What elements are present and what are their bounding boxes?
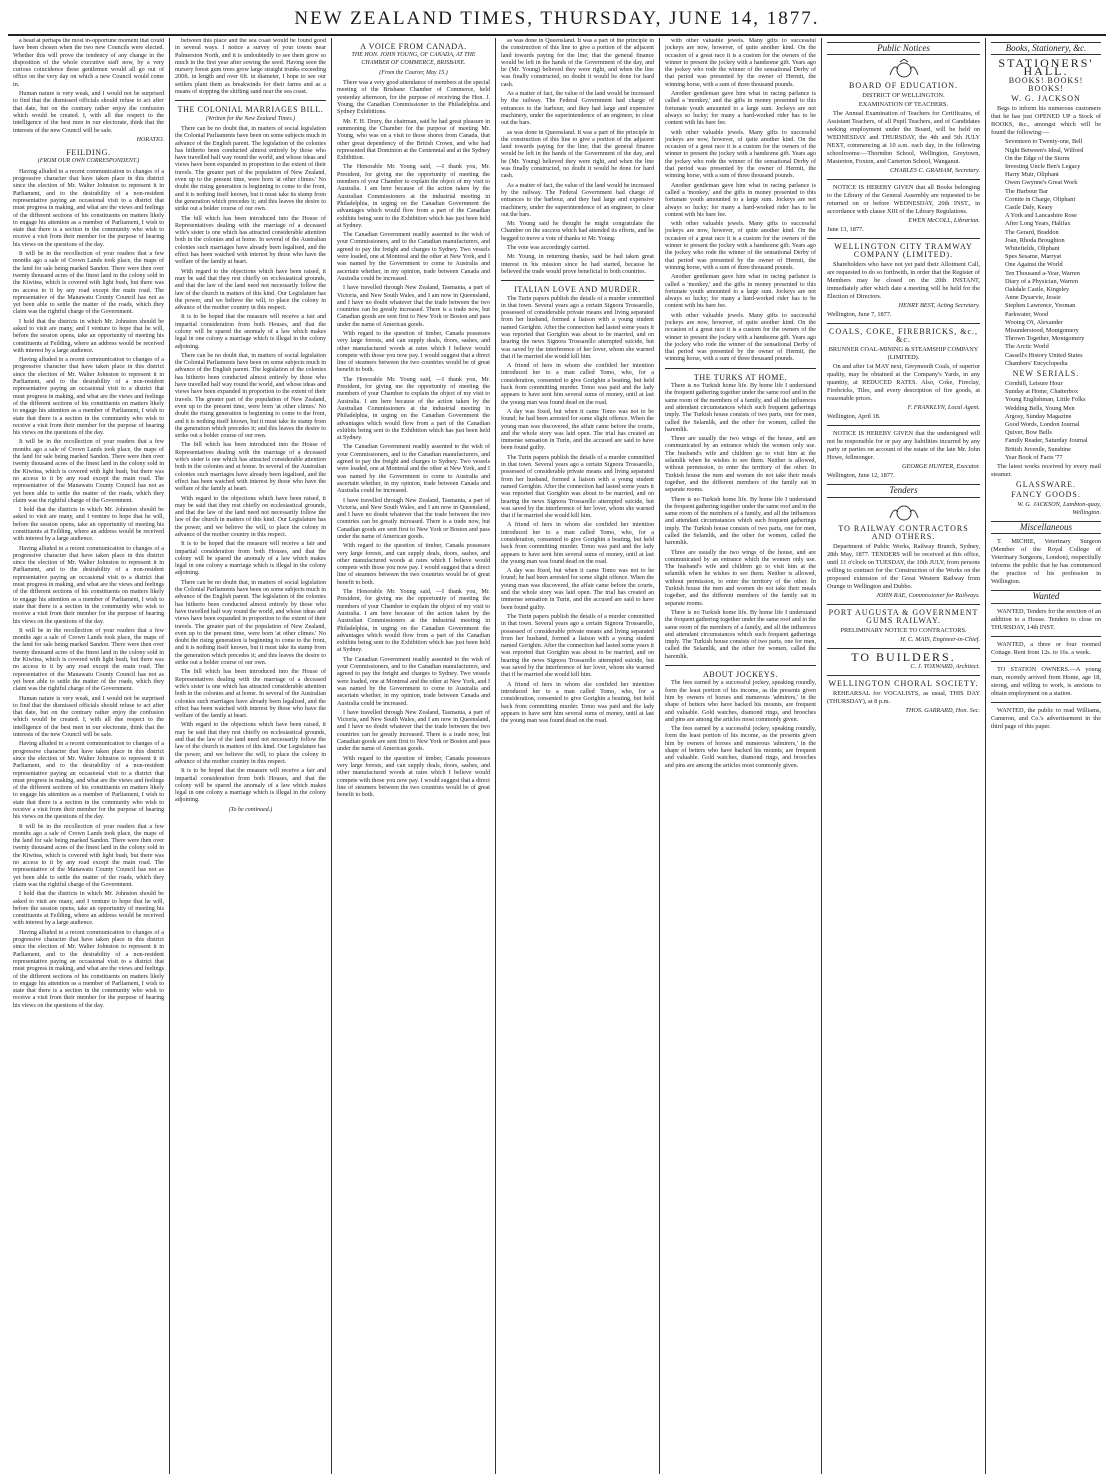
ad-body: Shareholders who have not yet paid their Allotment Call, are requested to do so forthwith, in order that the Register of Members may be closed on the 20th INSTANT, immediately after which date a meeting will be held for the Election of Directors.	[827, 261, 980, 301]
ad-date: Wellington, June 12, 1877.	[827, 472, 895, 480]
ad-line: DISTRICT OF WELLINGTON.	[862, 92, 945, 100]
ad-body: T. MICHIE, Veterinary Surgeon (Member of the Royal College of Veterinary Surgeons, London), respectfully informs the public that he has commenced the practice of his profession in Wellington.	[991, 538, 1101, 586]
ad-library-notice	[827, 184, 980, 234]
article-paragraph: The Canadian Government readily assented to the wish of your Commissioners, and to the Canadian manufacturers, and agreed to pay the freight and charges to Sydney. Two vessels were loaded, one at Montreal and the other at New York, and I was named by the Government to come to Australia and ascertain whether, in my opinion, trade between Canada and Australia could be increased.	[337, 656, 490, 707]
article-paragraph: Another gentleman gave him what in racing parlance is called a 'monkey,' and the gifts in money presented to this fortunate youth amounted to a large sum. Jockeys are not always so lucky; for many a hard-worked rider has to be content with his bare fee.	[665, 274, 816, 310]
article-heading-jockeys: ABOUT JOCKEYS.	[703, 670, 778, 680]
book-list-item: Thrown Together, Montgomery	[1005, 335, 1085, 343]
section-heading-tenders: Tenders	[827, 484, 980, 497]
ad-signature: H. C. MAIS, Engineer-in-Chief.	[900, 635, 980, 643]
article-heading-italian-love: ITALIAN LOVE AND MURDER.	[514, 285, 641, 295]
book-list-item: Diary of a Physician, Warren	[1005, 277, 1078, 285]
book-list-item: Misunderstood, Montgomery	[1005, 326, 1079, 334]
ad-body: Department of Public Works, Railway Branch, Sydney, 28th May, 1877. TENDERS will be received at this office, until 11 o'clock on TUESDAY, the 10th JULY, from persons willing to contract for the Construction of the Works on the proposed extension of the Great Western Railway from Orange to Wellington and Dubbo.	[827, 542, 980, 590]
book-list-item: Cornite in Charge, Oliphant	[1005, 195, 1076, 203]
ad-line: W. G. JACKSON	[1011, 94, 1081, 104]
ad-wanted	[991, 608, 1101, 731]
ad-body: The Annual Examination of Teachers for Certificates, of Assistant Teachers, of all Pupil Teachers, and of Candidates seeking employment under the Board, will be held on WEDNESDAY and THURSDAY, the 4th and 5th JULY NEXT, commencing at 10 a.m. each day, in the following schoolrooms:—Thorndon School, Wellington, Greytown, Masterton, Foxton, and Carterton School, Wanganui.	[827, 110, 980, 166]
book-list-item: The Gerard, Braddon	[1005, 228, 1059, 236]
article-paragraph: As a matter of fact, the value of the land would be increased by the railway. The Federal Government had charge of entrances to the harbour, and they had large and expensive machinery, under the superintendence of an engineer, to clear out the bars.	[501, 91, 654, 127]
divider	[827, 425, 980, 426]
serial-list-item: Quiver, Bow Bells	[1005, 429, 1052, 437]
serial-list-item: British Juvenile, Sunshine	[1005, 445, 1071, 453]
divider	[827, 238, 980, 239]
ad-signature: EWEN McCOLL, Librarian.	[908, 217, 980, 225]
article-paragraph: A friend of hers in whom she confided her intention introduced her to a man called Tomo, who, for a consideration, consented to give Gorighin a beating, but held back from committing murder. Tomo was paid and the lady appears to have sent him several sums of money, until at last the young man was found dead on the road.	[501, 363, 654, 406]
column-4	[496, 38, 660, 1474]
ad-signature: W. G. JACKSON, Lambton-quay, Wellington.	[1017, 501, 1101, 517]
article-paragraph: With regard to the question of timber, Canada possesses very large forests, and can supply deals, doors, sashes, and other manufactured woods at rates which I believe would compete with those you now pay. I would suggest that a direct line of steamers between the two countries would be of great benefit to both.	[337, 755, 490, 799]
masthead-rule	[8, 34, 1106, 36]
ad-title: WELLINGTON CHORAL SOCIETY.	[828, 678, 979, 688]
article-paragraph: I hold that the districts in which Mr. Johnston should be asked to visit are many, and I venture to hope that he will, before the session opens, take an opportunity of meeting his constituents at Feilding, where an address would be received with interest by a large audience.	[13, 318, 164, 354]
article-paragraph: With regard to the objections which have been raised, it may be said that they rest chiefly on ecclesiastical grounds, and that the law of the land need not necessarily follow the law of the church in matters of this kind. Our Legislature has the power, and we believe the will, to place the colony in advance of the mother country in this respect.	[175, 495, 326, 538]
article-paragraph: It is to be hoped that the measure will receive a fair and impartial consideration from both Houses, and that the colony will be spared the anomaly of a law which makes legal in one colony a marriage which is illegal in the colony adjoining.	[175, 314, 326, 350]
divider	[175, 100, 326, 101]
ad-body: NOTICE IS HEREBY GIVEN that the undersigned will not be responsible for or pay any liabilities incurred by any party or parties on account of the estate of the late Mr. John Howe, fellmonger.	[827, 430, 980, 462]
newspaper-columns	[8, 38, 1106, 1474]
article-paragraph: The Canadian Government readily assented to the wish of your Commissioners, and to the Canadian manufacturers, and agreed to pay the freight and charges to Sydney. Two vessels were loaded, one at Montreal and the other at New York, and I was named by the Government to come to Australia and ascertain whether, in my opinion, trade between Canada and Australia could be increased.	[337, 232, 490, 282]
book-list-item: Cassell's History United States	[1005, 351, 1083, 359]
article-source: (From the Courier, May 15.)	[379, 69, 448, 76]
ad-coals	[827, 328, 980, 421]
article-paragraph: Having alluded in a recent communication to changes of a progressive character that have taken place in this district since the election of Mr. Walter Johnston to represent it in Parliament, and to the desirability of a non-resident representative paying an occasional visit to a district that must progress in making, and what are the views and feelings of the different sections of his constituents on matters likely to engage his attention as a member of Parliament, I wish to state that there is a section in the community who wish to receive a visit from their member for the purpose of hearing his views on the questions of the day.	[13, 357, 164, 437]
article-paragraph: There is no Turkish home life. By home life I understand the frequent gathering together under the same roof and in the same room of the members of a family, and all the influences and attendant circumstances which such frequent gatherings imply. The Turkish house consists of two parts, one for men, called the Selamlik, and the other for women, called the haremlik.	[665, 609, 816, 660]
article-paragraph: A friend of hers in whom she confided her intention introduced her to a man called Tomo, who, for a consideration, consented to give Gorighin a beating, but held back from committing murder. Tomo was paid and the lady appears to have sent him several sums of money, until at last the young man was found dead on the road.	[501, 522, 654, 565]
article-paragraph: It is to be hoped that the measure will receive a fair and impartial consideration from both Houses, and that the colony will be spared the anomaly of a law which makes legal in one colony a marriage which is illegal in the colony adjoining.	[175, 541, 326, 577]
article-paragraph: There can be no doubt that, in matters of social legislation the Colonial Parliaments have been on some subjects much in advance of the English parent. The legislation of the colonies has hitherto been conducted almost entirely by those who have travelled half way round the world, and whose ideas and views have been expanded in proportion to the extent of their travels. The greater part of the population of New Zealand, even up to the present time, were born 'at other climes.' No doubt the rising generation is beginning to come to the front, and it is nothing itself known, but it must take its stamp from the generation which precedes it; and this leaves the desire to strike out a bolder course of our own.	[175, 579, 326, 667]
ad-line: FANCY GOODS.	[1011, 490, 1081, 500]
article-paragraph: The Turin papers publish the details of a murder committed in that town. Several years ago a certain Signora Trossarello, possessed of considerable private means and living separated from her husband, formed a liaison with a young student named Gorighin. After the connection had lasted some years it was reported that Gorighin was about to be married, and on hearing the news Signora Trossarello attempted suicide, but was saved by the interference of her lover, whom she warned that if he married she would kill him.	[501, 454, 654, 520]
book-list-item: Harry Muir, Oliphant	[1005, 171, 1059, 179]
royal-crest-icon	[886, 59, 922, 79]
article-paragraph: It will be in the recollection of your readers that a few months ago a sale of Crown Lands took place, the maps of the land for sale being marked Sandon. There were then over twenty thousand acres of the finest land in the colony sold in the Kiwitea, which is covered with light bush, but there was no access to it by any road except the main road. The representative of the Manawatu County Council has not as yet been able to settle the matter of the roads, which they claim was the rightful charge of the Government.	[13, 627, 164, 693]
article-paragraph: with other valuable jewels. Many gifts to successful jockeys are now, however, of quite another kind. On the occasion of a great race it is a custom for the owners of the winner to present the jockey with a handsome gift. Years ago the jockey who rode the winner of the sensational Derby of that period was presented by the owner of Hermit, the winning horse, with a sum of three thousand pounds.	[665, 312, 816, 363]
article-paragraph: It will be in the recollection of your readers that a few months ago a sale of Crown Lands took place, the maps of the land for sale being marked Sandon. There were then over twenty thousand acres of the finest land in the colony sold in the Kiwitea, which is covered with light bush, but there was no access to it by any road except the main road. The representative of the Manawatu County Council has not as yet been able to settle the matter of the roads, which they claim was the rightful charge of the Government.	[13, 439, 164, 504]
ad-title: PORT AUGUSTA & GOVERNMENT GUMS RAILWAY.	[828, 607, 979, 625]
book-list-item: Chambers' Encyclopedia	[1005, 359, 1068, 367]
article-paragraph: It is to be hoped that the measure will receive a fair and impartial consideration from both Houses, and that the colony will be spared the anomaly of a law which makes legal in one colony a marriage which is illegal in the colony adjoining.	[175, 768, 326, 804]
divider	[665, 368, 816, 369]
article-paragraph: It will be in the recollection of your readers that a few months ago a sale of Crown Lands took place, the maps of the land for sale being marked Sandon. There were then over twenty thousand acres of the finest land in the colony sold in the Kiwitea, which is covered with light bush, but there was no access to it by any road except the main road. The representative of the Manawatu County Council has not as yet been able to settle the matter of the roads, which they claim was the rightful charge of the Government.	[13, 251, 164, 316]
article-paragraph: Mr. F. H. Drury, the chairman, said he had great pleasure in summoning the Chamber for the purpose of meeting Mr. Young, who was on a visit to those shores from Canada, that other great dependency of the British Crown, and who had represented that Dominion at the Centennial and at the Sydney Exhibition.	[337, 118, 490, 162]
article-heading-feilding: FEILDING.	[66, 148, 111, 158]
article-paragraph: Human nature is very weak, and I would not be surprised to find that the dismissed officials should refuse to act after that date, but on the contrary rather enjoy the confusion which would be created. I, with all due respect to the intelligence of the best men in our electorate, think that the interests of the new Council will be safe.	[13, 91, 164, 134]
ad-board-of-education	[827, 59, 980, 175]
article-paragraph: The vote was accordingly carried.	[507, 245, 590, 252]
ad-signature: C. J. TOXWARD, Architect.	[910, 662, 980, 670]
article-paragraph: with other valuable jewels. Many gifts to successful jockeys are now, however, of quite another kind. On the occasion of a great race it is a custom for the owners of the winner to present the jockey with a handsome gift. Years ago the jockey who rode the winner of the sensational Derby of that period was presented by the owner of Hermit, the winning horse, with a sum of three thousand pounds.	[665, 221, 816, 271]
ad-choral-society	[827, 680, 980, 715]
article-paragraph: Having alluded in a recent communication to changes of a progressive character that have taken place in this district since the election of Mr. Walter Johnston to represent it in Parliament, and to the desirability of a non-resident representative paying an occasional visit to a district that must progress in making, and what are the views and feelings of the different sections of his constituents on matters likely to engage his attention as a member of Parliament, I wish to state that there is a section in the community who wish to receive a visit from their member for the purpose of hearing his views on the questions of the day.	[13, 545, 164, 625]
article-paragraph: between this place and the sea coast would be found good in several ways. I notice a survey of your towns near Palmerston North, and it is undoubtedly to see them grow so much in the first year after sowing the seed. Having seen the nursery forest gum trees grow large straight trunks exceeding 200ft. in length and over 6ft. in diameter, I hope to see our settlers plant them as breakwinds for their farms and as a means of stopping the shifting sand near the sea coast.	[175, 38, 326, 96]
ad-body: The latest works received by every mail steamer.	[991, 463, 1101, 479]
ad-body: WANTED, a three or four roomed Cottage. Rent from 12s. to 16s. a week.	[991, 640, 1101, 656]
article-paragraph: The bill which has been introduced into the House of Representatives dealing with the marriage of a deceased wife's sister is one which has attracted considerable attention both in the colonies and at home. In several of the Australian colonies such marriages have already been legalised, and the effect has been watched with interest by those who have the welfare of the family at heart.	[175, 442, 326, 493]
continued-note: (To be continued.)	[228, 806, 273, 813]
ad-body: REHEARSAL for VOCALISTS, as usual, THIS DAY (THURSDAY), at 8 p.m.	[827, 689, 980, 705]
article-paragraph: There can be no doubt that, in matters of social legislation the Colonial Parliaments have been on some subjects much in advance of the English parent. The legislation of the colonies has hitherto been conducted almost entirely by those who have travelled half way round the world, and whose ideas and views have been expanded in proportion to the extent of their travels. The greater part of the population of New Zealand, even up to the present time, were born 'at other climes.' No doubt the rising generation is beginning to come to the front, and it is nothing itself known, but it must take its stamp from the generation which precedes it; and this leaves the desire to strike out a bolder course of our own.	[175, 352, 326, 440]
divider	[827, 648, 980, 649]
book-list	[991, 138, 1101, 368]
ad-body: NOTICE IS HEREBY GIVEN that all Books belonging to the Library of the General Assembly are requested to be returned on or before WEDNESDAY, 20th INST., in accordance with clause XIII of the Library Regulations.	[827, 184, 980, 216]
divider	[991, 702, 1101, 703]
divider	[991, 661, 1101, 662]
article-paragraph: There is no Turkish home life. By home life I understand the frequent gathering together under the same roof and in the same room of the members of a family, and all the influences and attendant circumstances which such frequent gatherings imply. The Turkish house consists of two parts, one for men, called the Selamlik, and the other for women, called the haremlik.	[665, 496, 816, 547]
column-6	[822, 38, 986, 1474]
serial-list-item: Family Reader, Saturday Journal	[1005, 437, 1088, 445]
serial-list-item: Year Book of Facts '77	[1005, 453, 1063, 461]
divider	[827, 604, 980, 605]
article-paragraph: A friend of hers in whom she confided her intention introduced her to a man called Tomo, who, for a consideration, consented to give Gorighin a beating, but held back from committing murder. Tomo was paid and the lady appears to have sent him several sums of money, until at last the young man was found dead on the road.	[501, 681, 654, 725]
ad-date: Wellington, April 18.	[827, 413, 881, 421]
article-subheading: (FROM OUR OWN CORRESPONDENT.)	[37, 158, 140, 165]
serial-list-item: Wedding Bells, Young Men	[1005, 404, 1075, 412]
ad-signature: GEORGE HUNTER, Executor.	[902, 463, 980, 471]
book-list-item: Anne Dysarvie, Jessie	[1005, 294, 1061, 302]
divider	[827, 179, 980, 180]
article-paragraph: The fees earned by a successful jockey, speaking roundly, form the least portion of his income, as the presents given him by owners of horses and numerous 'admirers,' in the shape of betters who have backed his mounts, are frequent and valuable. Gold watches, diamond rings, and brooches and pins are among the articles most commonly given.	[665, 726, 816, 769]
ad-signature: HENRY BEST, Acting Secretary.	[898, 302, 980, 310]
ad-body: WANTED, the public to read Williams, Cameron, and Co.'s advertisement in the third page of this paper.	[991, 706, 1101, 730]
article-signature: HORATIO.	[136, 136, 164, 143]
ad-line: NEW SERIALS.	[1012, 368, 1080, 378]
article-paragraph: The bill which has been introduced into the House of Representatives dealing with the marriage of a deceased wife's sister is one which has attracted considerable attention both in the colonies and at home. In several of the Australian colonies such marriages have already been legalised, and the effect has been watched with interest by those who have the welfare of the family at heart.	[175, 215, 326, 266]
book-list-item: On the Edge of the Storm	[1005, 154, 1070, 162]
article-paragraph: Three are usually the two wings of the house, and are communicated by an entrance which the women only use. The husband's wife and children go to visit him at the selamlik when he wishes to see them. Neither is allowed, without permission, to enter the territory of the other. In Turkish house the men and women do not take their meals together, and the different members of the family eat in separate rooms.	[665, 436, 816, 494]
article-paragraph: with other valuable jewels. Many gifts to successful jockeys are now, however, of quite another kind. On the occasion of a great race it is a custom for the owners of the winner to present the jockey with a handsome gift. Years ago the jockey who rode the winner of the sensational Derby of that period was presented by the owner of Hermit, the winning horse, with a sum of three thousand pounds.	[665, 129, 816, 180]
book-list-item: A York and Lancashire Rose	[1005, 212, 1077, 220]
book-list-item: Owen Gwynne's Great Work	[1005, 179, 1078, 187]
serial-list	[991, 380, 1101, 462]
article-paragraph: With regard to the question of timber, Canada possesses very large forests, and can supply deals, doors, sashes, and other manufactured woods at rates which I believe would compete with those you now pay. I would suggest that a direct line of steamers between the two countries would be of great benefit to both.	[337, 543, 490, 586]
serial-list-item: Argosy, Sunday Magazine	[1005, 412, 1072, 420]
column-2	[170, 38, 332, 1474]
article-paragraph: With regard to the objections which have been raised, it may be said that they rest chiefly on ecclesiastical grounds, and that the law of the land need not necessarily follow the law of the church in matters of this kind. Our Legislature has the power, and we believe the will, to place the colony in advance of the mother country in this respect.	[175, 268, 326, 312]
ad-line: GLASSWARE.	[1015, 480, 1076, 490]
article-paragraph: The Turin papers publish the details of a murder committed in that town. Several years ago a certain Signora Trossarello, possessed of considerable private means and living separated from her husband, formed a liaison with a young student named Gorighin. After the connection had lasted some years it was reported that Gorighin was about to be married, and on hearing the news Signora Trossarello attempted suicide, but was saved by the interference of her lover, whom she warned that if he married she would kill him.	[501, 295, 654, 360]
section-heading-wanted: Wanted	[991, 590, 1101, 603]
column-3	[332, 38, 496, 1474]
article-paragraph: The Canadian Government readily assented to the wish of your Commissioners, and to the Canadian manufacturers, and agreed to pay the freight and charges to Sydney. Two vessels were loaded, one at Montreal and the other at New York, and I was named by the Government to come to Australia and ascertain whether, in my opinion, trade between Canada and Australia could be increased.	[337, 444, 490, 495]
article-paragraph: As a matter of fact, the value of the land would be increased by the railway. The Federal Government had charge of entrances to the harbour, and they had large and expensive machinery, under the superintendence of an engineer, to clear out the bars.	[501, 182, 654, 218]
ad-body: TO STATION OWNERS.—A young man, recently arrived from Home, age 18, strong, and willing to work, is anxious to obtain employment on a station.	[991, 665, 1101, 697]
ad-line: EXAMINATION OF TEACHERS.	[858, 101, 949, 109]
ad-date: June 13, 1877.	[827, 226, 864, 234]
book-list-item: Ten Thousand a-Year, Warren	[1005, 269, 1080, 277]
ad-body: WANTED, Tenders for the erection of an addition to a House. Tenders to close on THURSDAY, 14th INST.	[991, 607, 1101, 631]
ad-line: PRELIMINARY NOTICE TO CONTRACTORS.	[840, 626, 967, 634]
article-paragraph: With regard to the objections which have been raised, it may be said that they rest chiefly on ecclesiastical grounds, and that the law of the land need not necessarily follow the law of the church in matters of this kind. Our Legislature has the power, and we believe the will, to place the colony in advance of the mother country in this respect.	[175, 722, 326, 765]
ad-signature: THOS. GARRARD, Hon. Sec.	[905, 706, 980, 714]
article-paragraph: It will be in the recollection of your readers that a few months ago a sale of Crown Lands took place, the maps of the land for sale being marked Sandon. There were then over twenty thousand acres of the finest land in the colony sold in the Kiwitea, which is covered with light bush, but there was no access to it by any road except the main road. The representative of the Manawatu County Council has not as yet been able to settle the matter of the roads, which they claim was the rightful charge of the Government.	[13, 823, 164, 888]
book-list-item: One Against the World	[1005, 261, 1063, 269]
ad-railway-contractors	[827, 502, 980, 600]
divider	[665, 665, 816, 666]
ad-signature: F. FRANKLYN, Local Agent.	[907, 404, 980, 412]
ad-stationers-hall	[991, 56, 1101, 517]
book-list-item: Whitefields, Oliphant	[1005, 244, 1060, 252]
book-list-item: Stephen Lawrence, Yeoman	[1005, 302, 1076, 310]
article-paragraph: Having alluded in a recent communication to changes of a progressive character that have taken place in this district since the election of Mr. Walter Johnston to represent it in Parliament, and to the desirability of a non-resident representative paying an occasional visit to a district that must progress in making, and what are the views and feelings of the different sections of his constituents on matters likely to engage his attention as a member of Parliament, I wish to state that there is a section in the community who wish to receive a visit from their member for the purpose of hearing his views on the questions of the day.	[13, 168, 164, 248]
book-list-item: Joan, Rhoda Broughton	[1005, 236, 1065, 244]
article-paragraph: Having alluded in a recent communication to changes of a progressive character that have taken place in this district since the election of Mr. Walter Johnston to represent it in Parliament, and to the desirability of a non-resident representative paying an occasional visit to a district that must progress in making, and what are the views and feelings of the different sections of his constituents on matters likely to engage his attention as a member of Parliament, I wish to state that there is a section in the community who wish to receive a visit from their member for the purpose of hearing his views on the questions of the day.	[13, 929, 164, 1009]
section-heading-books: Books, Stationery, &c.	[991, 42, 1101, 55]
article-paragraph: as was done in Queensland. It was a part of the principle in the construction of this line to give a portion of the adjacent land towards paying for the line; that the general finance would be left in the hands of the Government of the day, and he (Mr. Young) believed they were right, and when the line was finally constructed, no doubt it would be done for hard cash.	[501, 129, 654, 180]
article-heading-canada: A VOICE FROM CANADA.	[360, 42, 467, 51]
ad-title: TO RAILWAY CONTRACTORS AND OTHERS.	[838, 523, 969, 541]
article-paragraph: A day was fixed, but when it came Tomo was not to be found; he had been arrested for some slight offence. When the young man was discovered, the affair came before the courts, and the whole story was laid open. The trial has created an immense sensation in Turin, and the accused are said to have been found guilty.	[501, 408, 654, 452]
article-paragraph: Three are usually the two wings of the house, and are communicated by an entrance which the women only use. The husband's wife and children go to visit him at the selamlik when he wishes to see them. Neither is allowed, without permission, to enter the territory of the other. In Turkish house the men and women do not take their meals together, and the different members of the family eat in separate rooms.	[665, 549, 816, 607]
article-paragraph: with other valuable jewels. Many gifts to successful jockeys are now, however, of quite another kind. On the occasion of a great race it is a custom for the owners of the winner to present the jockey with a handsome gift. Years ago the jockey who rode the winner of the sensational Derby of that period was presented by the owner of Hermit, the winning horse, with a sum of three thousand pounds.	[665, 38, 816, 88]
ad-date: Wellington, June 7, 1877.	[827, 311, 892, 319]
article-paragraph: The bill which has been introduced into the House of Representatives dealing with the marriage of a deceased wife's sister is one which has attracted considerable attention both in the colonies and at home. In several of the Australian colonies such marriages have already been legalised, and the effect has been watched with interest by those who have the welfare of the family at heart.	[175, 669, 326, 720]
article-subheading: THE HON. JOHN YOUNG, OF CANADA, AT THE CHAMBER OF COMMERCE, BRISBANE.	[351, 52, 476, 66]
book-list-item: Oakdale Castle, Kingsley	[1005, 285, 1070, 293]
newspaper-masthead: NEW ZEALAND TIMES, THURSDAY, JUNE 14, 1877.	[294, 8, 820, 29]
article-paragraph: There is no Turkish home life. By home life I understand the frequent gathering together under the same roof and in the same room of the members of a family, and all the influences and attendant circumstances which such frequent gatherings imply. The Turkish house consists of two parts, one for men, called the Selamlik, and the other for women, called the haremlik.	[665, 383, 816, 433]
article-paragraph: a head at perhaps the most in-opportune moment that could have been chosen when the two new Councils were elected. Whether this will prove the tendency of any change in the disposition of the whole executive staff now, by a very curious coincidence these gentlemen would all go out of office on the very day on which a new Council would come in.	[13, 38, 164, 88]
article-paragraph: I have travelled through New Zealand, Tasmania, a part of Victoria, and New South Wales, and I am now in Queensland, and I have no doubt whatever that the trade between the two countries can be greatly increased. There is a trade now, but Canadian goods are sent first to New York or Boston and pass under the name of American goods.	[337, 709, 490, 753]
column-5	[660, 38, 822, 1474]
ad-title: WELLINGTON CITY TRAMWAY COMPANY (LIMITED).	[834, 242, 973, 260]
article-paragraph: A day was fixed, but when it came Tomo was not to be found; he had been arrested for some slight offence. When the young man was discovered, the affair came before the courts, and the whole story was laid open. The trial has created an immense sensation in Turin, and the accused are said to have been found guilty.	[501, 568, 654, 611]
royal-crest-icon	[886, 502, 922, 522]
section-heading-public-notices: Public Notices	[827, 42, 980, 55]
article-paragraph: Another gentleman gave him what in racing parlance is called a 'monkey,' and the gifts in money presented to this fortunate youth amounted to a large sum. Jockeys are not always so lucky; for many a hard-worked rider has to be content with his bare fee.	[665, 91, 816, 127]
book-list-item: Wooing O't, Alexander	[1005, 318, 1063, 326]
article-paragraph: as was done in Queensland. It was a part of the principle in the construction of this line to give a portion of the adjacent land towards paying for the line; that the general finance would be left in the hands of the Government of the day, and he (Mr. Young) believed they were right, and when the line was finally constructed, no doubt it would be done for hard cash.	[501, 38, 654, 88]
article-paragraph: The Honorable Mr. Young said, —I thank you, Mr. President, for giving me the opportunity of meeting the members of your Chamber to explain the object of my visit to Australia. I am here because of the action taken by the Australian Commissioners at the industrial meeting in Philadelphia, in urging on the Canadian Government the advantages which would flow from a part of the Canadian exhibits being sent to the Exhibition which has just been held at Sydney.	[337, 164, 490, 229]
ad-tramway	[827, 243, 980, 319]
ad-signature: CHARLES C. GRAHAM, Secretary.	[889, 167, 980, 175]
article-paragraph: I have travelled through New Zealand, Tasmania, a part of Victoria, and New South Wales, and I am now in Queensland, and I have no doubt whatever that the trade between the two countries can be greatly increased. There is a trade now, but Canadian goods are sent first to New York or Boston and pass under the name of American goods.	[337, 285, 490, 328]
ad-body: On and after 1st MAY next, Greymouth Coals, of superior quality, may be obtained at the Company's Yards, in any quantity, at REDUCED RATES. Also, Coke, Fireclay, Firebricks, Tiles, and every description of fire goods, at reasonable prices.	[827, 363, 980, 403]
book-list-item: Parkwater, Wood	[1005, 310, 1049, 318]
divider	[991, 636, 1101, 637]
article-paragraph: With regard to the question of timber, Canada possesses very large forests, and can supply deals, doors, sashes, and other manufactured woods at rates which I believe would compete with those you now pay. I would suggest that a direct line of steamers between the two countries would be of great benefit to both.	[337, 330, 490, 374]
article-paragraph: There was a very good attendance of members at the special meeting of the Brisbane Chamber of Commerce, held yesterday afternoon, for the purpose of receiving the Hon. J. Young, the Canadian Commissioner to the Philadelphia and Sydney Exhibitions.	[337, 80, 490, 116]
article-paragraph: The fees earned by a successful jockey, speaking roundly, form the least portion of his income, as the presents given him by owners of horses and numerous 'admirers,' in the shape of betters who have backed his mounts, are frequent and valuable. Gold watches, diamond rings, and brooches and pins are among the articles most commonly given.	[665, 680, 816, 723]
ad-notice-executor	[827, 430, 980, 480]
serial-list-item: Sunday at Home, Chatterbox	[1005, 388, 1079, 396]
divider	[827, 323, 980, 324]
ad-line: BOOKS! BOOKS! BOOKS!	[1008, 76, 1084, 94]
article-paragraph: Another gentleman gave him what in racing parlance is called a 'monkey,' and the gifts in money presented to this fortunate youth amounted to a large sum. Jockeys are not always so lucky; for many a hard-worked rider has to be content with his bare fee.	[665, 182, 816, 218]
ad-title: STATIONERS' HALL.	[998, 56, 1094, 79]
serial-list-item: Young Englishman, Little Folks	[1005, 396, 1086, 404]
article-paragraph: Mr. Young said he thought he might congratulate the Chamber on the success which had attended its efforts, and he begged to move a vote of thanks to Mr. Young.	[501, 221, 654, 242]
book-list-item: Spes Sesame, Marryat	[1005, 253, 1062, 261]
ad-signature: JOHN RAE, Commissioner for Railways.	[876, 591, 980, 599]
ad-line: BRUNNER COAL-MINING & STEAMSHIP COMPANY (LIMITED).	[828, 346, 979, 362]
column-1	[8, 38, 170, 1474]
book-list-item: The Harbour Bar	[1005, 187, 1049, 195]
ad-body: Begs to inform his numerous customers that he has just OPENED UP a Stock of BOOKS, &c., amongst which will be found the following:—	[991, 105, 1101, 137]
article-paragraph: The Honorable Mr. Young said, —I thank you, Mr. President, for giving me the opportunity of meeting the members of your Chamber to explain the object of my visit to Australia. I am here because of the action taken by the Australian Commissioners at the industrial meeting in Philadelphia, in urging on the Canadian Government the advantages which would flow from a part of the Canadian exhibits being sent to the Exhibition which has just been held at Sydney.	[337, 376, 490, 442]
book-list-item: Castle Daly, Keary	[1005, 203, 1053, 211]
ad-veterinary	[991, 538, 1101, 586]
book-list-item: Night Between's Ideal, Wilford	[1005, 146, 1084, 154]
divider	[501, 280, 654, 281]
article-paragraph: Mr. Young, in returning thanks, said he had taken great interest in his mission since he had started, because he believed the trade would prove beneficial to both countries.	[501, 254, 654, 275]
article-heading-marriages-bill: THE COLONIAL MARRIAGES BILL.	[177, 105, 324, 115]
column-7	[986, 38, 1106, 1474]
book-list-item: Seventeen to Twenty-one, Bell	[1005, 138, 1083, 146]
article-paragraph: The Honorable Mr. Young said, —I thank you, Mr. President, for giving me the opportunity of meeting the members of your Chamber to explain the object of my visit to Australia. I am here because of the action taken by the Australian Commissioners at the industrial meeting in Philadelphia, in urging on the Canadian Government the advantages which would flow from a part of the Canadian exhibits being sent to the Exhibition which has just been held at Sydney.	[337, 589, 490, 654]
serial-list-item: Good Words, London Journal	[1005, 421, 1080, 428]
ad-builders	[827, 649, 980, 671]
ad-title: BOARD OF EDUCATION.	[848, 81, 958, 91]
article-heading-turks: THE TURKS AT HOME.	[693, 372, 788, 382]
ad-title: COALS, COKE, FIREBRICKS, &c., &c.	[828, 327, 978, 345]
ad-title: TO BUILDERS.	[851, 649, 956, 664]
article-paragraph: I hold that the districts in which Mr. Johnston should be asked to visit are many, and I venture to hope that he will, before the session opens, take an opportunity of meeting his constituents at Feilding, where an address would be received with interest by a large audience.	[13, 507, 164, 543]
article-paragraph: I have travelled through New Zealand, Tasmania, a part of Victoria, and New South Wales, and I am now in Queensland, and I have no doubt whatever that the trade between the two countries can be greatly increased. There is a trade now, but Canadian goods are sent first to New York or Boston and pass under the name of American goods.	[337, 497, 490, 540]
divider	[827, 675, 980, 676]
book-list-item: The Arctic World	[1005, 343, 1049, 351]
article-paragraph: Having alluded in a recent communication to changes of a progressive character that have taken place in this district since the election of Mr. Walter Johnston to represent it in Parliament, and to the desirability of a non-resident representative paying an occasional visit to a district that must progress in making, and what are the views and feelings of the different sections of his constituents on matters likely to engage his attention as a member of Parliament, I wish to state that there is a section in the community who wish to receive a visit from their member for the purpose of hearing his views on the questions of the day.	[13, 741, 164, 821]
article-subheading: (Written for the New Zealand Times.)	[205, 115, 296, 122]
ad-port-augusta	[827, 609, 980, 644]
serial-list-item: Cornhill, Leisure Hour	[1005, 379, 1063, 387]
section-heading-miscellaneous: Miscellaneous	[991, 521, 1101, 534]
book-list-item: Investing Uncle Ben's Legacy	[1005, 162, 1081, 170]
article-paragraph: I hold that the districts in which Mr. Johnston should be asked to visit are many, and I venture to hope that he will, before the session opens, take an opportunity of meeting his constituents at Feilding, where an address would be received with interest by a large audience.	[13, 891, 164, 927]
book-list-item: After Long Years, Halifax	[1005, 220, 1071, 228]
article-paragraph: Human nature is very weak, and I would not be surprised to find that the dismissed officials should refuse to act after that date, but on the contrary rather enjoy the confusion which would be created. I, with all due respect to the intelligence of the best men in our electorate, think that the interests of the new Council will be safe.	[13, 695, 164, 739]
article-paragraph: The Turin papers publish the details of a murder committed in that town. Several years ago a certain Signora Trossarello, possessed of considerable private means and living separated from her husband, formed a liaison with a young student named Gorighin. After the connection had lasted some years it was reported that Gorighin was about to be married, and on hearing the news Signora Trossarello attempted suicide, but was saved by the interference of her lover, whom she warned that if he married she would kill him.	[501, 613, 654, 679]
article-paragraph: There can be no doubt that, in matters of social legislation the Colonial Parliaments have been on some subjects much in advance of the English parent. The legislation of the colonies has hitherto been conducted almost entirely by those who have travelled half way round the world, and whose ideas and views have been expanded in proportion to the extent of their travels. The greater part of the population of New Zealand, even up to the present time, were born 'at other climes.' No doubt the rising generation is beginning to come to the front, and it is nothing itself known, but it must take its stamp from the generation which precedes it; and this leaves the desire to strike out a bolder course of our own.	[175, 125, 326, 213]
